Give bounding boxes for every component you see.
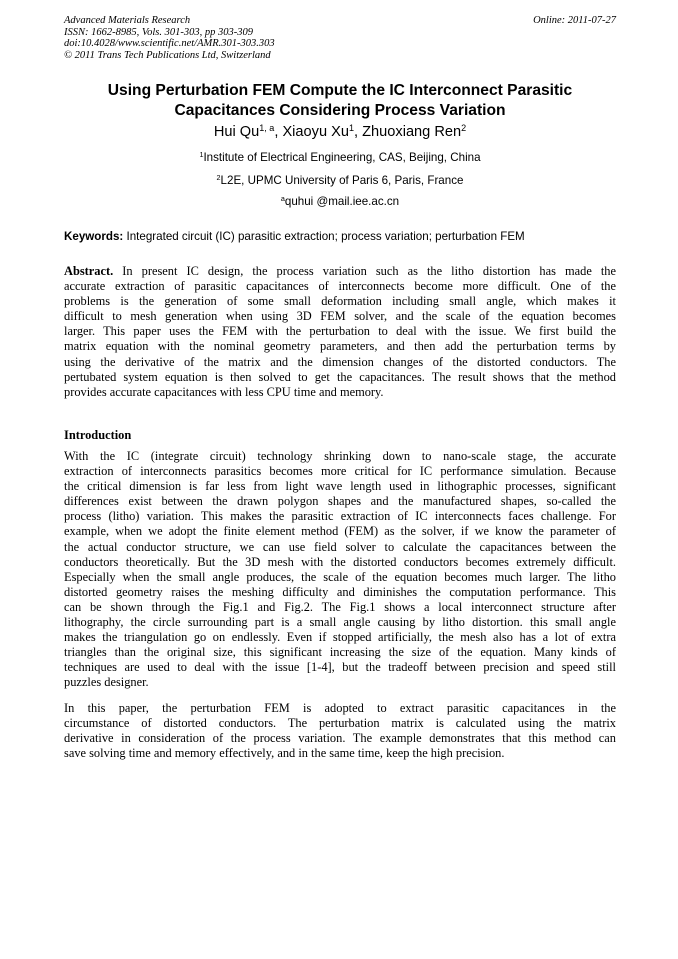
- body-line: the actual conductor structure, we can use field solver to calculate the capacitances between the: [64, 539, 616, 554]
- author-list: [64, 123, 616, 141]
- abstract-line: [64, 264, 616, 279]
- author-affiliation-mark: 2: [461, 122, 467, 133]
- email-text: quhui @mail.iee.ac.cn: [284, 195, 400, 208]
- abstract-line: larger. This paper uses the FEM with the perturbation to deal with the issue. We first build the: [64, 324, 616, 339]
- body-line: techniques are used to deal with the issue [1-4], but the tradeoff between precision and speed still: [64, 660, 616, 675]
- header-copyright: © 2011 Trans Tech Publications Ltd, Switzerland: [64, 49, 271, 61]
- abstract-line: provides accurate capacitances with less CPU time and memory.: [64, 384, 384, 399]
- email-mark: a: [280, 193, 285, 203]
- body-line: conductors theoretically. But the 3D mesh with the distorted conductors becomes extremely difficult.: [64, 554, 616, 569]
- introduction-paragraph-2: [64, 701, 616, 761]
- body-line: extraction of interconnects parasitics becomes more critical for IC performance simulation. Because: [64, 464, 616, 479]
- author-separator: ,: [354, 124, 363, 140]
- body-line: save solving time and memory effectively, and in the same time, keep the high precision.: [64, 746, 505, 761]
- author-name: Zhuoxiang Ren: [362, 124, 462, 140]
- body-line: can be shown through the Fig.1 and Fig.2. The Fig.1 shows a local interconnect structure after: [64, 599, 616, 614]
- header-journal: Advanced Materials Research: [64, 15, 191, 26]
- author-name: Xiaoyu Xu: [282, 124, 349, 140]
- abstract: [64, 264, 616, 400]
- header-publication-info: [64, 15, 275, 61]
- keywords: [64, 230, 616, 244]
- title-line-2: Capacitances Considering Process Variation: [174, 101, 506, 119]
- abstract-line: problems is the generation of some small deformation including small angle, which makes it: [64, 294, 616, 309]
- header-issn: ISSN: 1662-8985, Vols. 301-303, pp 303-309: [64, 26, 253, 38]
- body-line: triangles than the original size, this significant increasing the size of the equation. Many kinds of: [64, 645, 616, 660]
- title-line-1: Using Perturbation FEM Compute the IC Interconnect Parasitic: [107, 82, 573, 99]
- affiliation-mark: 2: [216, 172, 221, 182]
- affiliation-1: [64, 151, 616, 165]
- paper-title: [64, 81, 616, 120]
- abstract-line: pertubated system equation is then solved to get the capacitances. The result shows that the method: [64, 369, 616, 384]
- body-line: the critical dimension is far less from light wave length used in lithographic processes, significant: [64, 479, 616, 494]
- abstract-label: Abstract.: [64, 264, 114, 278]
- body-line: makes the triangulation go on endlessly. Even if stopped artificially, the mesh also has a lot of extra: [64, 630, 616, 645]
- header-online-date: Online: 2011-07-27: [533, 15, 616, 26]
- introduction-paragraph-1: [64, 449, 616, 691]
- abstract-line: difficult to mesh generation when using 3D FEM solver, and the scale of the equation becomes: [64, 309, 616, 324]
- author-separator: ,: [274, 124, 283, 140]
- abstract-line: accurate extraction of parasitic capacitances of interconnects become more difficult. One of the: [64, 279, 616, 294]
- author-name: Hui Qu: [213, 124, 260, 140]
- body-line: circumstance of distorted conductors. The perturbation matrix is calculated using the matrix: [64, 716, 616, 731]
- keywords-text: Integrated circuit (IC) parasitic extraction; process variation; perturbation FEM: [123, 230, 525, 243]
- section-heading-introduction: Introduction: [64, 428, 132, 442]
- body-line: example, when we adopt the finite element method (FEM) as the solver, if we know the parameter of: [64, 524, 616, 539]
- body-line: process (litho) variation. This makes the parasitic extraction of IC interconnects faces challenge. For: [64, 509, 616, 524]
- body-line: In this paper, the perturbation FEM is adopted to extract parasitic capacitances in the: [64, 701, 616, 715]
- body-line: derivative in consideration of the process variation. The example demonstrates that this method can: [64, 731, 616, 746]
- body-line: Especially when the small angle produces, the scale of the equation becomes much larger. The litho: [64, 569, 616, 584]
- body-line: puzzles designer.: [64, 675, 149, 690]
- body-line: With the IC (integrate circuit) technology shrinking down to nano-scale stage, the accurate: [64, 449, 616, 463]
- affiliation-mark: 1: [199, 149, 204, 159]
- body-line: differences exist between the drawn polygon shapes and the manufactured shapes, so-called the: [64, 494, 616, 509]
- header-doi: doi:10.4028/www.scientific.net/AMR.301-303.303: [64, 38, 275, 50]
- author-email: [64, 195, 616, 209]
- abstract-line: using the derivative of the matrix and the dimension changes of the distorted conductors. The: [64, 354, 616, 369]
- affiliation-text: L2E, UPMC University of Paris 6, Paris, France: [220, 174, 464, 187]
- body-line: lithography, the circle surrounding part is a small angle causing by litho distortion. this small angle: [64, 615, 616, 630]
- abstract-line-text: In present IC design, the process variation such as the litho distortion has made the: [113, 264, 616, 278]
- affiliation-text: Institute of Electrical Engineering, CAS, Beijing, China: [203, 151, 481, 164]
- author-affiliation-mark: 1: [348, 122, 355, 133]
- keywords-label: Keywords:: [64, 230, 124, 243]
- author-affiliation-mark: 1, a: [259, 122, 275, 133]
- body-line: distorted geometry raises the meshing difficulty and diminishes the computation performance. This: [64, 584, 616, 599]
- abstract-line: matrix equation with the nominal geometry parameters, and then add the perturbation terms by: [64, 339, 616, 354]
- affiliation-2: [64, 174, 616, 188]
